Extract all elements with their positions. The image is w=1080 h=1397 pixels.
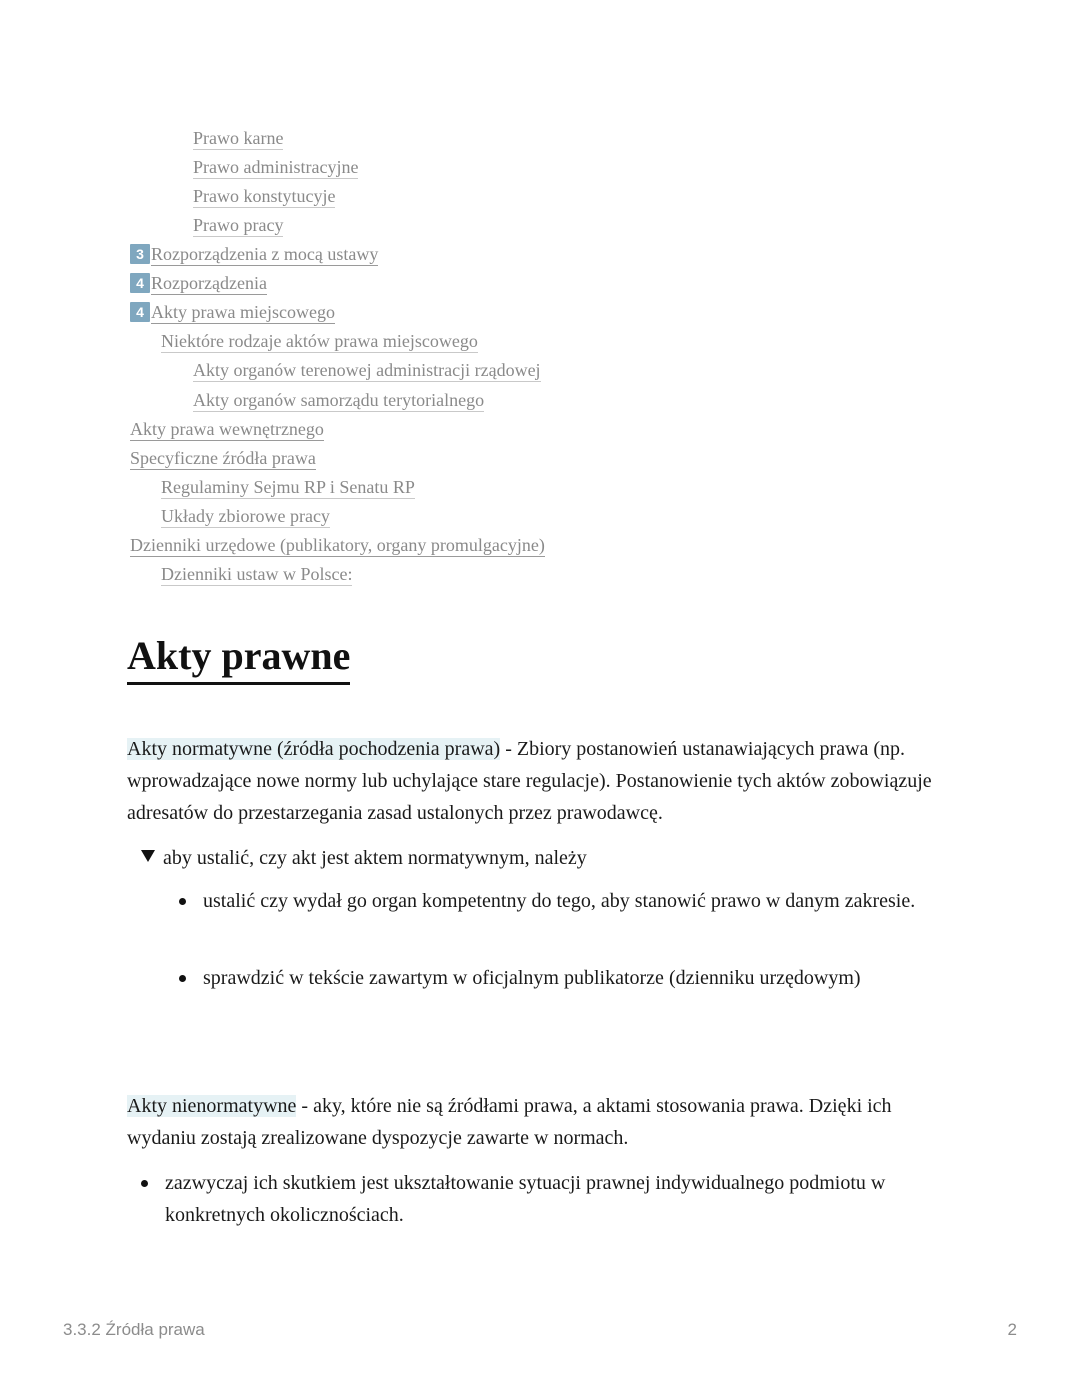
list-item-text: ustalić czy wydał go organ kompetentny do tego, aby stanowić prawo w danym zakresie. — [203, 890, 916, 912]
nonnormative-definition: - aky, które nie są źródłami prawa, a aktami stosowania prawa. Dzięki ich wydaniu zostają zrealizowane dyspozycje zawarte w normach. — [127, 1095, 892, 1149]
toc-item[interactable] — [130, 271, 267, 295]
toc-item[interactable] — [130, 417, 324, 441]
list-item — [203, 962, 963, 994]
list-item-text: zazwyczaj ich skutkiem jest ukształtowanie sytuacji prawnej indywidualnego podmiotu w konkretnych okolicznościach. — [165, 1172, 886, 1226]
toggle-block[interactable] — [141, 842, 587, 874]
normative-paragraph — [127, 733, 947, 829]
list-item — [203, 885, 923, 917]
nonnormative-term: Akty nienormatywne — [127, 1095, 297, 1117]
toc-link[interactable]: Niektóre rodzaje aktów prawa miejscowego — [161, 331, 478, 351]
number-badge-icon: 4 — [130, 273, 150, 293]
list-item — [165, 1167, 955, 1231]
toggle-label: aby ustalić, czy akt jest aktem normatywnym, należy — [163, 847, 587, 869]
toc-link[interactable]: Rozporządzenia — [151, 273, 267, 293]
normative-term: Akty normatywne (źródła pochodzenia prawa) — [127, 738, 501, 760]
toc-link[interactable]: Akty prawa miejscowego — [151, 302, 335, 322]
toc-link[interactable]: Regulaminy Sejmu RP i Senatu RP — [161, 477, 415, 497]
bullet-icon — [179, 975, 186, 982]
toc-link[interactable]: Prawo konstytucyje — [193, 186, 336, 206]
page-number: 2 — [1007, 1320, 1017, 1339]
toc-link[interactable]: Akty organów samorządu terytorialnego — [193, 390, 485, 410]
number-badge-icon: 3 — [130, 244, 150, 264]
toc-item[interactable] — [193, 388, 484, 412]
toc-link[interactable]: Prawo karne — [193, 128, 284, 148]
toc-item[interactable] — [130, 446, 316, 470]
footer-title: 3.3.2 Źródła prawa — [63, 1320, 205, 1339]
section-heading: Akty prawne — [127, 630, 350, 685]
toc-item[interactable] — [161, 475, 415, 499]
toc-item[interactable] — [161, 329, 478, 353]
normative-definition: - Zbiory postanowień ustanawiających prawa (np. wprowadzające nowe normy lub uchylające stare regulacje). Postanowienie tych aktów zobowiązuje adresatów do przestarzegania zasad ustalonych przez prawodawcę. — [127, 738, 932, 824]
list-item-text: sprawdzić w tekście zawartym w oficjalnym publikatorze (dzienniku urzędowym) — [203, 967, 861, 989]
toc-link[interactable]: Rozporządzenia z mocą ustawy — [151, 244, 379, 264]
toc-item[interactable] — [193, 358, 541, 382]
toc-link[interactable]: Prawo pracy — [193, 215, 284, 235]
toc-link[interactable]: Dzienniki urzędowe (publikatory, organy promulgacyjne) — [130, 535, 545, 555]
toc-item[interactable] — [161, 504, 330, 528]
toc-item[interactable] — [193, 213, 283, 237]
toc-link[interactable]: Akty organów terenowej administracji rządowej — [193, 360, 541, 380]
bullet-icon — [141, 1180, 148, 1187]
toc-item[interactable] — [193, 126, 283, 150]
toc-link[interactable]: Dzienniki ustaw w Polsce: — [161, 564, 353, 584]
toc-link[interactable]: Specyficzne źródła prawa — [130, 448, 316, 468]
toc-item[interactable] — [161, 562, 352, 586]
toc-link[interactable]: Prawo administracyjne — [193, 157, 359, 177]
number-badge-icon: 4 — [130, 302, 150, 322]
toc-item[interactable] — [130, 533, 545, 557]
toc-link[interactable]: Układy zbiorowe pracy — [161, 506, 330, 526]
toggle-triangle-icon[interactable] — [141, 850, 155, 862]
toc-item[interactable] — [130, 300, 335, 324]
toc-item[interactable] — [130, 242, 378, 266]
nonnormative-paragraph — [127, 1090, 957, 1154]
bullet-icon — [179, 898, 186, 905]
toc-item[interactable] — [193, 184, 335, 208]
toc-item[interactable] — [193, 155, 358, 179]
toc-link[interactable]: Akty prawa wewnętrznego — [130, 419, 324, 439]
